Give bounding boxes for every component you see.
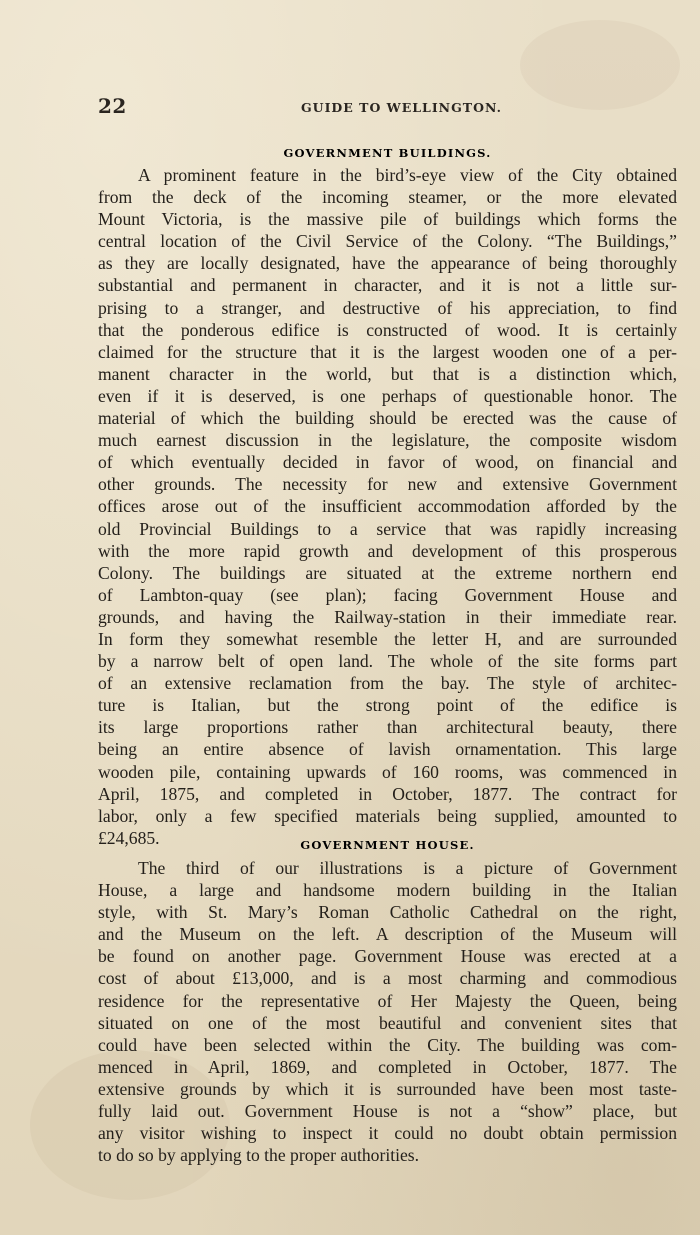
text-line: material of which the building should be erected was the cause of (98, 408, 677, 429)
text-line: manent character in the world, but that is a distinction which, (98, 363, 677, 384)
text-line: of Lambton-quay (see plan); facing Government House and (98, 584, 677, 605)
text-line: even if it is deserved, is one perhaps of questionable honor. The (98, 385, 677, 406)
text-line: old Provincial Buildings to a service that was rapidly increasing (98, 518, 677, 539)
paragraph-government-house (98, 857, 677, 1166)
running-title: GUIDE TO WELLINGTON. (301, 100, 502, 115)
text-line: by a narrow belt of open land. The whole of the site forms part (98, 651, 677, 672)
text-line: menced in April, 1869, and completed in October, 1877. The (98, 1056, 677, 1077)
text-line: wooden pile, containing upwards of 160 rooms, was commenced in (98, 761, 677, 782)
text-line: ture is Italian, but the strong point of the edifice is (98, 695, 677, 716)
text-line: Mount Victoria, is the massive pile of buildings which forms the (98, 209, 677, 230)
text-line: that the ponderous edifice is constructed of wood. It is certainly (98, 319, 677, 340)
text-line: prising to a stranger, and destructive of his appreciation, to find (98, 297, 677, 318)
text-line: £24,685. (98, 827, 160, 848)
text-line: being an entire absence of lavish ornamentation. This large (98, 739, 677, 760)
text-line: and the Museum on the left. A description of the Museum will (98, 924, 677, 945)
text-line: grounds, and having the Railway-station in their immediate rear. (98, 606, 677, 627)
text-line: could have been selected within the City. The building was com- (98, 1034, 677, 1055)
text-line: situated on one of the most beautiful and convenient sites that (98, 1012, 677, 1033)
text-line: style, with St. Mary’s Roman Catholic Cathedral on the right, (98, 902, 677, 923)
text-line: residence for the representative of Her Majesty the Queen, being (98, 990, 677, 1011)
text-line: other grounds. The necessity for new and extensive Government (98, 474, 677, 495)
text-line: of which eventually decided in favor of wood, on financial and (98, 452, 677, 473)
page-number: 22 (98, 94, 127, 118)
text-line: extensive grounds by which it is surrounded have been most taste- (98, 1078, 677, 1099)
section-heading-government-house: GOVERNMENT HOUSE. (300, 838, 475, 852)
text-line: claimed for the structure that it is the largest wooden one of a per- (98, 341, 677, 362)
text-line: its large proportions rather than architectural beauty, there (98, 717, 677, 738)
text-line: substantial and permanent in character, and it is not a little sur- (98, 275, 677, 296)
text-line: be found on another page. Government House was erected at a (98, 946, 677, 967)
text-line: A prominent feature in the bird’s-eye view of the City obtained (138, 165, 677, 185)
paragraph-government-buildings (98, 164, 677, 849)
text-line: to do so by applying to the proper authorities. (98, 1145, 420, 1166)
text-line: with the more rapid growth and development of this prosperous (98, 540, 677, 561)
section-heading-government-buildings: GOVERNMENT BUILDINGS. (283, 146, 492, 160)
text-line: fully laid out. Government House is not a “show” place, but (98, 1101, 677, 1122)
text-line: any visitor wishing to inspect it could no doubt obtain permission (98, 1123, 677, 1144)
text-line: April, 1875, and completed in October, 1877. The contract for (98, 783, 677, 804)
text-line: labor, only a few specified materials being supplied, amounted to (98, 805, 677, 826)
text-line: cost of about £13,000, and is a most charming and commodious (98, 968, 677, 989)
text-line: The third of our illustrations is a picture of Government (138, 858, 677, 878)
text-line: much earnest discussion in the legislature, the composite wisdom (98, 430, 677, 451)
text-line: In form they somewhat resemble the letter H, and are surrounded (98, 628, 677, 649)
text-line: Colony. The buildings are situated at the extreme northern end (98, 562, 677, 583)
text-line: central location of the Civil Service of the Colony. “The Buildings,” (98, 231, 677, 252)
text-line: as they are locally designated, have the appearance of being thoroughly (98, 253, 677, 274)
text-line: of an extensive reclamation from the bay. The style of architec- (98, 673, 677, 694)
running-head (98, 94, 678, 124)
text-line: from the deck of the incoming steamer, or the more elevated (98, 187, 677, 208)
text-line: House, a large and handsome modern building in the Italian (98, 880, 677, 901)
text-line: offices arose out of the insufficient accommodation afforded by the (98, 496, 677, 517)
